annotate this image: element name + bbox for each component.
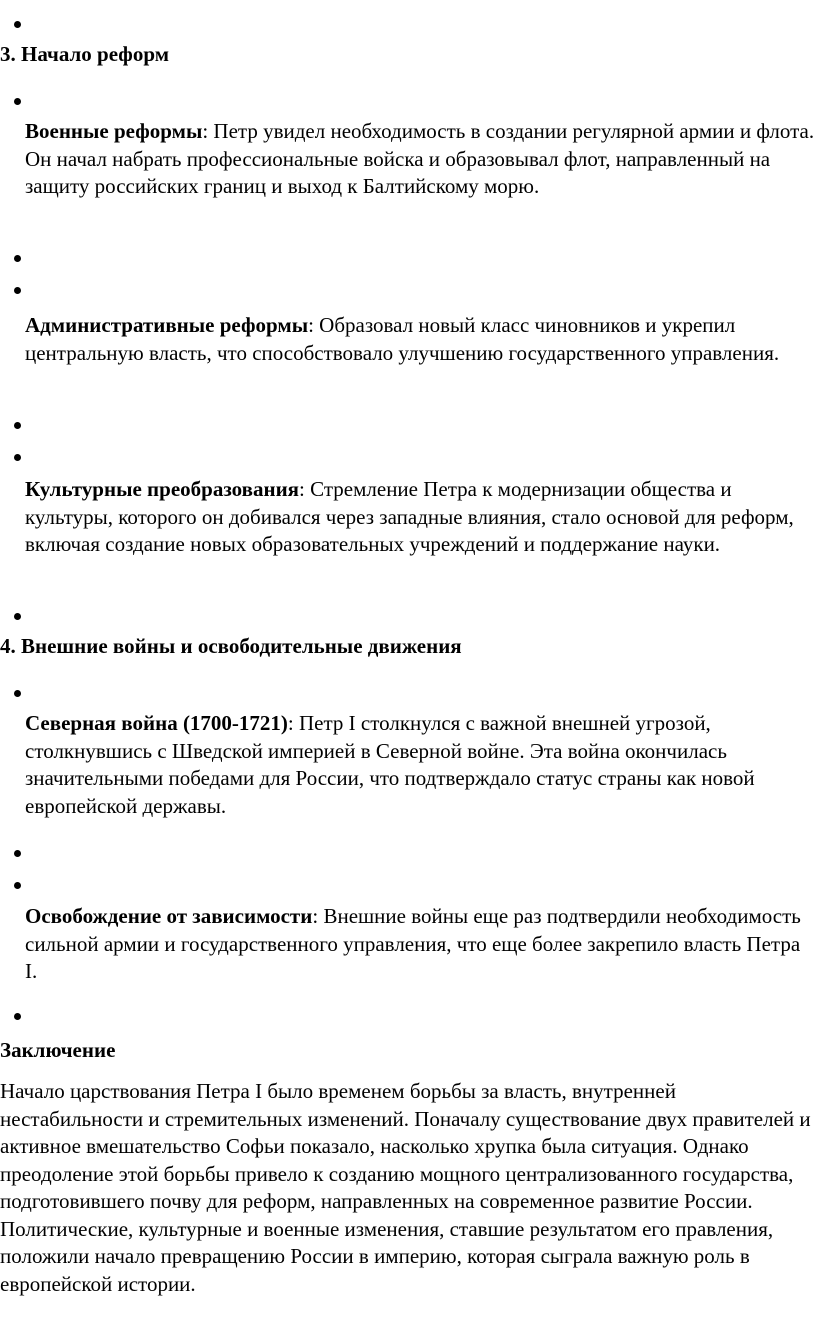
term-label: Северная война (1700-1721)	[25, 711, 288, 735]
section-heading-3: 3. Начало реформ	[0, 42, 170, 66]
bullet-icon	[14, 882, 21, 889]
bullet-icon	[14, 422, 21, 429]
term-description: : Образовал новый класс чиновников и укрепил центральную власть, что способствовало улучшению государственного управления.	[25, 313, 780, 365]
bullet-icon	[14, 287, 21, 294]
term-label: Административные реформы	[25, 313, 309, 337]
term-label: Освобождение от зависимости	[25, 904, 313, 928]
term-description: : Петр I столкнулся с важной внешней угрозой, столкнувшись с Шведской империей в Северной войне. Эта война окончилась значительными победами для России, что подтверждало статус страны как новой европейской державы.	[25, 711, 755, 818]
section-heading-4: 4. Внешние войны и освободительные движения	[0, 634, 462, 658]
conclusion-paragraph: Начало царствования Петра I было временем борьбы за власть, внутренней нестабильности и стремительных изменений. Поначалу существование двух правителей и активное вмешательство Софьи показало, насколько хрупка была ситуация. Однако преодоление этой борьбы привело к созданию мощного централизованного государства, подготовившего почву для реформ, направленных на современное развитие России. Политические, культурные и военные изменения, ставшие результатом его правления, положили начало превращению России в империю, которая сыграла важную роль в европейской истории.	[0, 1079, 811, 1296]
term-description: : Петр увидел необходимость в создании регулярной армии и флота. Он начал набрать профессиональные войска и образовывал флот, направленный на защиту российских границ и выход к Балтийскому морю.	[25, 119, 815, 198]
bullet-icon	[14, 613, 21, 620]
bullet-icon	[14, 21, 21, 28]
term-label: Военные реформы	[25, 119, 203, 143]
conclusion-heading: Заключение	[0, 1038, 116, 1062]
bullet-icon	[14, 454, 21, 461]
term-description: : Стремление Петра к модернизации общества и культуры, которого он добивался через западные влияния, стало основой для реформ, включая создание новых образовательных учреждений и поддержание науки.	[25, 477, 794, 556]
list-item-northern-war	[25, 710, 815, 820]
bullet-icon	[14, 98, 21, 105]
term-description: : Внешние войны еще раз подтвердили необходимость сильной армии и государственного управления, что еще более закрепило власть Петра I.	[25, 904, 801, 983]
list-item-cultural-transformations	[25, 476, 815, 559]
bullet-icon	[14, 1013, 21, 1020]
bullet-icon	[14, 850, 21, 857]
term-label: Культурные преобразования	[25, 477, 300, 501]
list-item-liberation	[25, 903, 815, 986]
list-item-administrative-reforms	[25, 312, 815, 367]
bullet-icon	[14, 690, 21, 697]
list-item-military-reforms	[25, 118, 815, 201]
bullet-icon	[14, 255, 21, 262]
